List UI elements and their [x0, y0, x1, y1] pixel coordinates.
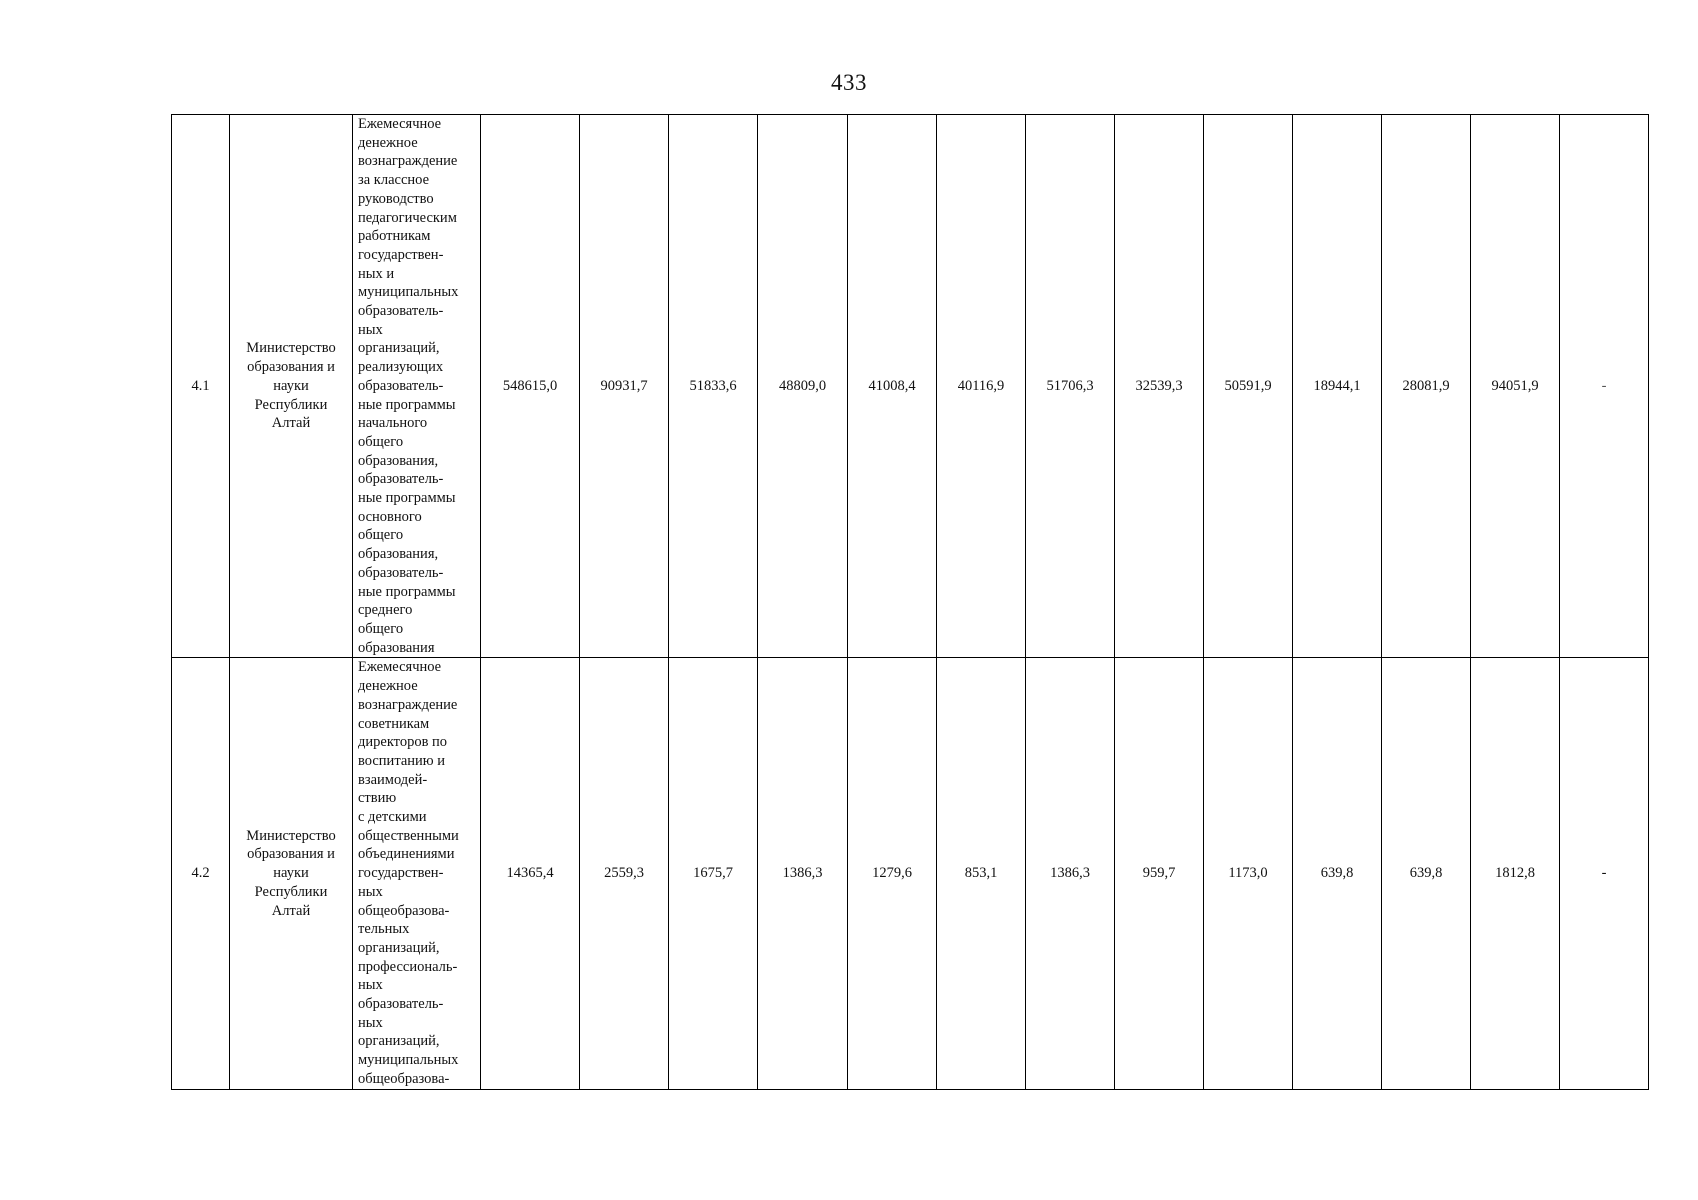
value-cell: 51706,3: [1026, 115, 1115, 658]
value-cell: 1812,8: [1471, 658, 1560, 1089]
value-cell: 94051,9: [1471, 115, 1560, 658]
value-cell: 48809,0: [758, 115, 848, 658]
row-number: 4.2: [172, 658, 230, 1089]
executor-cell: [230, 115, 353, 658]
value-cell: 1279,6: [848, 658, 937, 1089]
value-cell: 28081,9: [1382, 115, 1471, 658]
value-cell: 18944,1: [1293, 115, 1382, 658]
executor-text: Министерство образования и науки Республики Алтай: [246, 340, 336, 432]
value-cell: 959,7: [1115, 658, 1204, 1089]
value-cell: 50591,9: [1204, 115, 1293, 658]
value-cell: 90931,7: [580, 115, 669, 658]
value-cell: 32539,3: [1115, 115, 1204, 658]
row-number: 4.1: [172, 115, 230, 658]
value-cell: 1675,7: [669, 658, 758, 1089]
value-cell: -: [1560, 115, 1649, 658]
value-cell: -: [1560, 658, 1649, 1089]
value-cell: 1386,3: [758, 658, 848, 1089]
value-cell: 41008,4: [848, 115, 937, 658]
value-cell: 1386,3: [1026, 658, 1115, 1089]
value-cell: 639,8: [1293, 658, 1382, 1089]
table-row: [172, 115, 1649, 658]
value-cell: 40116,9: [937, 115, 1026, 658]
executor-text: Министерство образования и науки Республики Алтай: [246, 827, 336, 919]
value-cell: 14365,4: [481, 658, 580, 1089]
description-cell: [353, 658, 481, 1089]
description-cell: [353, 115, 481, 658]
value-cell: 853,1: [937, 658, 1026, 1089]
value-cell: 548615,0: [481, 115, 580, 658]
table-row: [172, 658, 1649, 1089]
executor-cell: [230, 658, 353, 1089]
description-text: Ежемесячное денежное вознаграждение советникам директоров по воспитанию и взаимодей- ствию с детскими общественными объединениями государствен- ных общеобразова- тельных организаций, профессиональ- ных образователь- ных организаций, муниципальных общеобразова-: [358, 659, 459, 1087]
description-text: Ежемесячное денежное вознаграждение за классное руководство педагогическим работникам государствен- ных и муниципальных образователь- ных организаций, реализующих образователь- ные программы начального общего образования, образователь- ные программы основного общего образования, образователь- ные программы среднего общего образования: [358, 116, 459, 656]
page-number: 433: [831, 70, 867, 95]
value-cell: 1173,0: [1204, 658, 1293, 1089]
value-cell: 2559,3: [580, 658, 669, 1089]
budget-table: [171, 114, 1649, 1090]
value-cell: 639,8: [1382, 658, 1471, 1089]
value-cell: 51833,6: [669, 115, 758, 658]
